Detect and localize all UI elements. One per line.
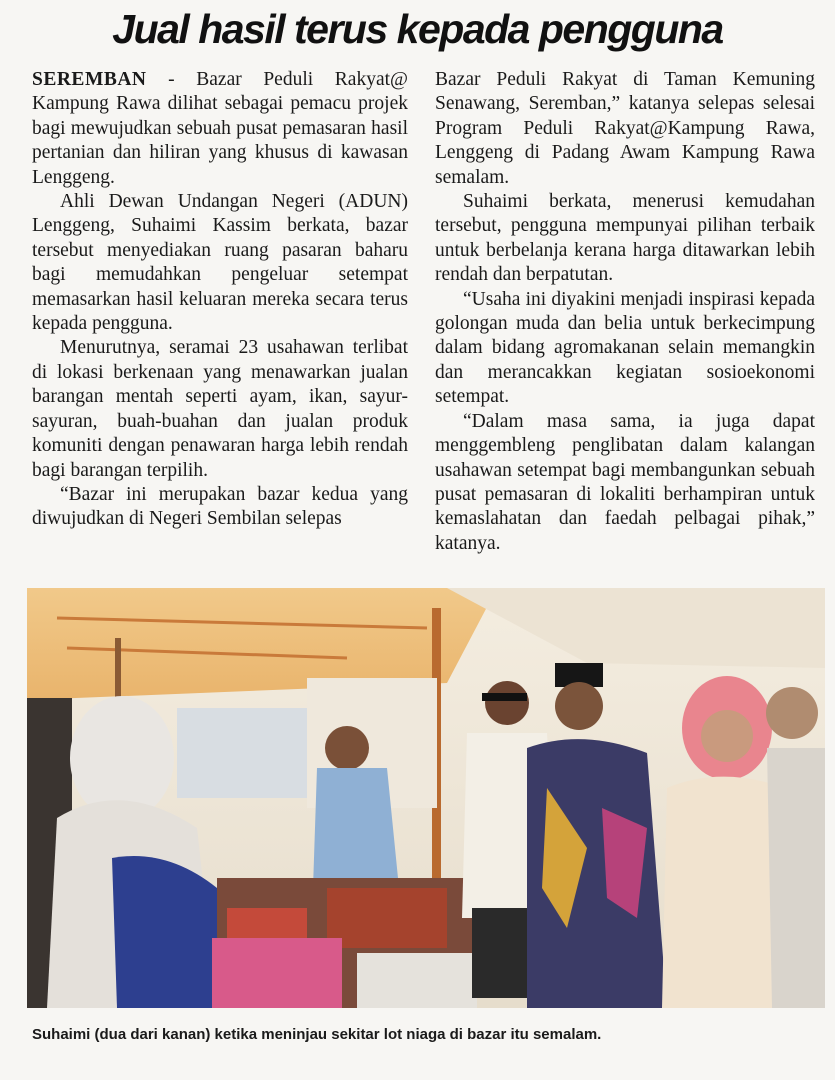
article-paragraph: Bazar Peduli Rakyat di Taman Kemuning Senawang, Seremban,” katanya selepas selesai Program Peduli Rakyat@Kampung Rawa, Lenggeng di Padang Awam Kampung Rawa semalam. xyxy=(435,69,815,188)
article-paragraph: “Bazar ini merupakan bazar kedua yang diwujudkan di Negeri Sembilan selepas xyxy=(32,483,408,530)
article-paragraph: “Dalam masa sama, ia juga dapat menggembleng penglibatan dalam kalangan usahawan setempat bagi membangunkan sebuah pusat pemasaran di lokaliti berhampiran untuk kemaslahatan dan faedah pelbagai pihak,” katanya. xyxy=(435,410,815,554)
article-paragraph xyxy=(32,68,408,190)
bazaar-scene-illustration xyxy=(27,588,825,1008)
article-column-left xyxy=(32,68,408,532)
article-paragraph: Ahli Dewan Undangan Negeri (ADUN) Lenggeng, Suhaimi Kassim berkata, bazar tersebut menyediakan ruang pasaran baharu bagi memudahkan pengeluar setempat memasarkan hasil keluaran mereka secara terus kepada pengguna. xyxy=(32,191,408,335)
headline: Jual hasil terus kepada pengguna xyxy=(112,6,723,52)
paragraph-text: - Bazar Peduli Rakyat@ Kampung Rawa dilihat sebagai pemacu projek bagi mewujudkan sebuah pusat pemasaran hasil pertanian dan hiliran yang khusus di kawasan Lenggeng. xyxy=(32,69,408,188)
article-paragraph: Menurutnya, seramai 23 usahawan terlibat di lokasi berkenaan yang menawarkan jualan barangan mentah seperti ayam, ikan, sayur-sayuran, buah-buahan dan jualan produk komuniti dengan penawaran harga lebih rendah bagi barangan terpilih. xyxy=(32,337,408,481)
article-paragraph: Suhaimi berkata, menerusi kemudahan tersebut, pengguna mempunyai pilihan terbaik untuk berbelanja kerana harga ditawarkan lebih rendah dan berpatutan. xyxy=(435,191,815,286)
article-paragraph: “Usaha ini diyakini menjadi inspirasi kepada golongan muda dan belia untuk berkecimpung dalam bidang agromakanan selain memangkin dan merancakkan kegiatan sosioekonomi setempat. xyxy=(435,288,815,408)
article-column-right xyxy=(435,68,815,556)
photo-caption: Suhaimi (dua dari kanan) ketika meninjau sekitar lot niaga di bazar itu semalam. xyxy=(32,1026,602,1043)
news-photo xyxy=(27,588,825,1008)
dateline: SEREMBAN xyxy=(32,69,147,90)
